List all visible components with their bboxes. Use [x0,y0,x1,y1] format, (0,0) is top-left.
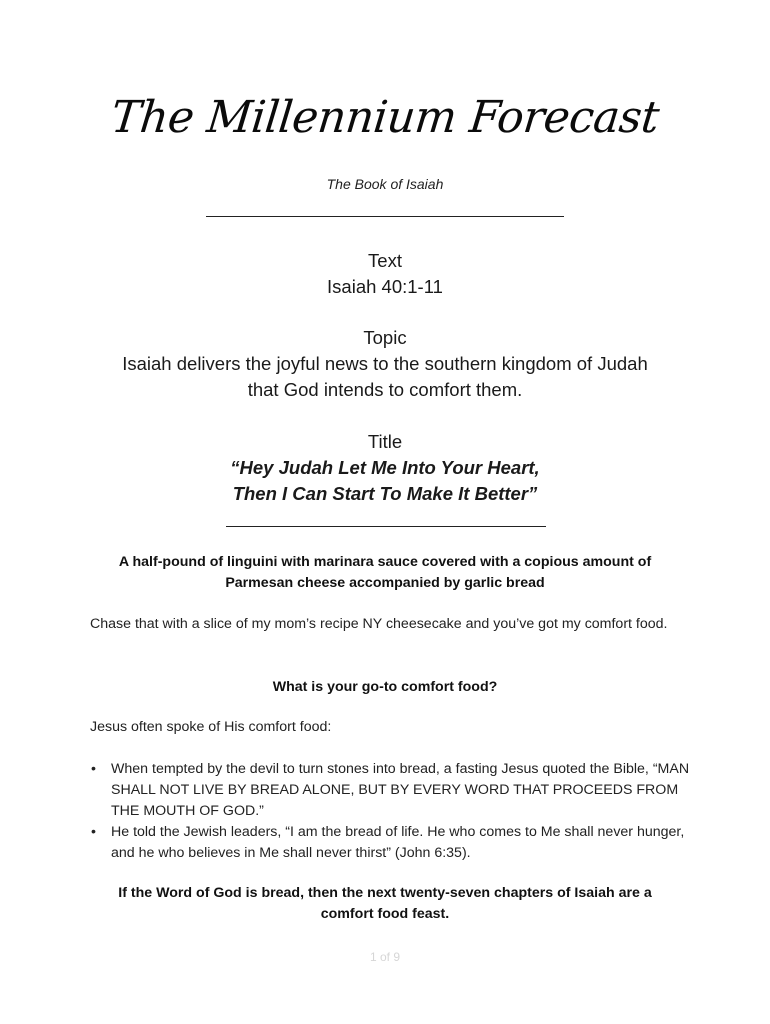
bullet-list [90,759,690,864]
text-section [60,248,710,300]
sermon-title-line-2: Then I Can Start To Make It Better” [232,483,538,504]
paragraph-comfort-food: Chase that with a slice of my mom’s recipe NY cheesecake and you’ve got my comfort food. [90,616,668,632]
closing-bold-paragraph: If the Word of God is bread, then the next twenty-seven chapters of Isaiah are a comfort food feast. [118,885,652,922]
paragraph-jesus: Jesus often spoke of His comfort food: [90,719,332,735]
sermon-title-line-1: “Hey Judah Let Me Into Your Heart, [230,457,540,478]
list-item [90,822,690,864]
text-reference: Isaiah 40:1-11 [327,276,443,297]
topic-line-1: Isaiah delivers the joyful news to the southern kingdom of Judah [122,353,648,374]
bullet-marker: • [91,761,96,777]
logo: The Millennium Forecast [108,92,662,143]
bullet-marker: • [91,824,96,840]
intro-bold-paragraph: A half-pound of linguini with marinara sauce covered with a copious amount of Parmesan cheese accompanied by garlic bread [118,554,652,591]
document-subtitle: The Book of Isaiah [326,176,444,192]
list-item-text: When tempted by the devil to turn stones into bread, a fasting Jesus quoted the Bible, “MAN SHALL NOT LIVE BY BREAD ALONE, BUT BY EVERY WORD THAT PROCEEDS FROM THE MOUTH OF GOD.” [111,761,690,819]
divider-middle [226,526,546,527]
title-section [60,429,710,507]
list-item [90,759,690,822]
topic-label: Topic [363,327,407,348]
topic-section [60,325,710,403]
list-item-text: He told the Jewish leaders, “I am the bread of life. He who comes to Me shall never hunger, and he who believes in Me shall never thirst” (John 6:35). [111,824,685,861]
text-label: Text [368,250,402,271]
divider-top [206,216,564,217]
page-number: 1 of 9 [369,950,401,964]
question-heading: What is your go-to comfort food? [272,679,498,695]
topic-line-2: that God intends to comfort them. [247,379,523,400]
title-label: Title [367,431,403,452]
